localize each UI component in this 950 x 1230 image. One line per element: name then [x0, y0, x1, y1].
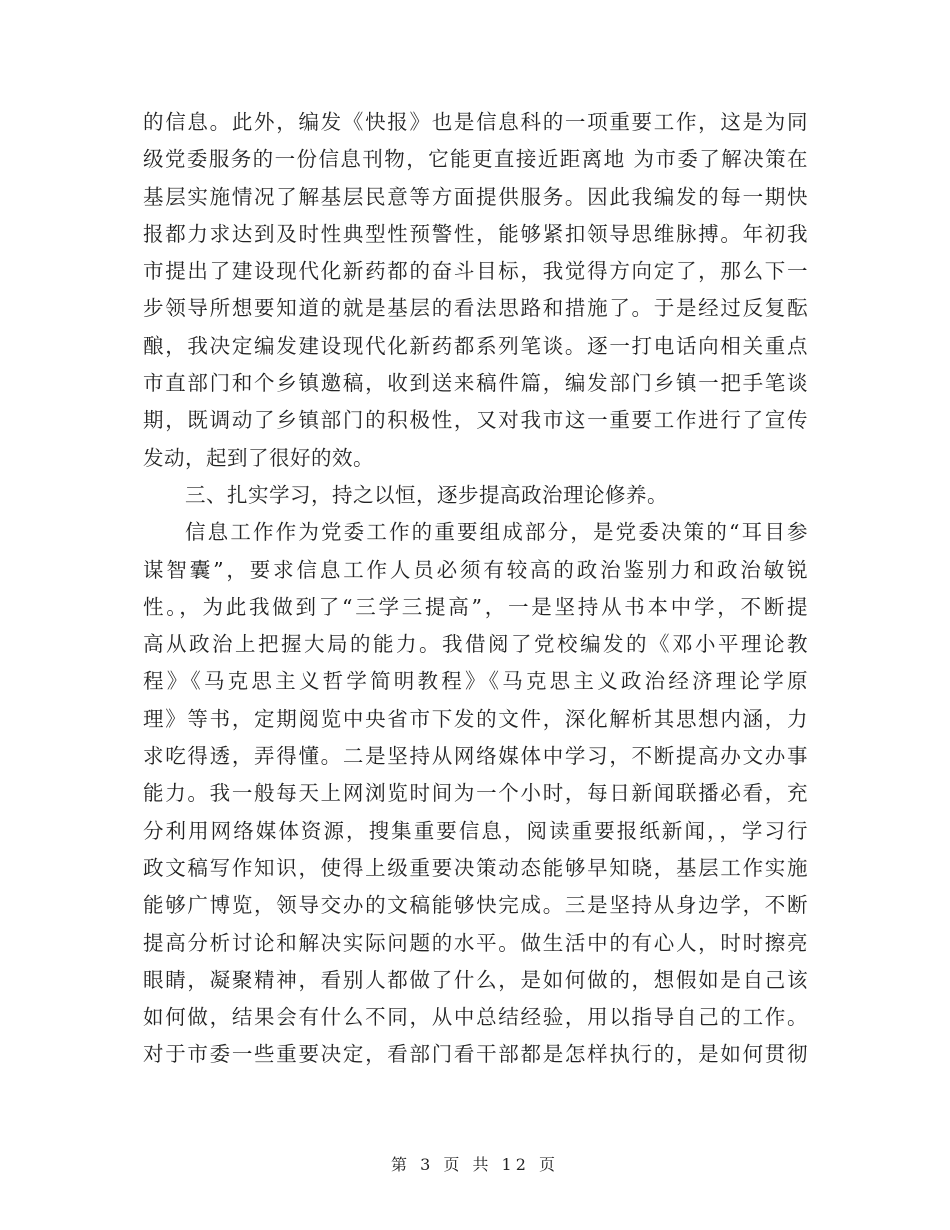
text-line: 求吃得透，弄得懂。二是坚持从网络媒体中学习，不断提高办文办事	[143, 744, 808, 769]
text-line: 能力。我一般每天上网浏览时间为一个小时，每日新闻联播必看，充	[143, 781, 808, 806]
text-line: 市直部门和个乡镇邀稿，收到送来稿件篇，编发部门乡镇一把手笔谈	[143, 371, 808, 396]
text-line: 分利用网络媒体资源，搜集重要信息，阅读重要报纸新闻，，学习行	[143, 818, 808, 843]
text-line: 级党委服务的一份信息刊物，它能更直接近距离地 为市委了解决策在	[143, 147, 808, 172]
page-number: 第 3 页 共 12 页	[391, 1155, 559, 1174]
text-line: 步领导所想要知道的就是基层的看法思路和措施了。于是经过反复酝	[143, 296, 808, 321]
text-line: 眼睛，凝聚精神，看别人都做了什么，是如何做的，想假如是自己该	[143, 967, 808, 992]
text-line: 性。，为此我做到了“三学三提高”，一是坚持从书本中学，不断提	[143, 594, 808, 619]
document-body	[143, 104, 808, 1074]
text-line: 能够广博览，领导交办的文稿能够快完成。三是坚持从身边学，不断	[143, 893, 808, 918]
text-line: 谋智囊”，要求信息工作人员必须有较高的政治鉴别力和政治敏锐	[143, 557, 808, 582]
text-line: 高从政治上把握大局的能力。我借阅了党校编发的《邓小平理论教	[143, 632, 808, 657]
text-line: 期，既调动了乡镇部门的积极性，又对我市这一重要工作进行了宣传	[143, 408, 808, 433]
text-line: 如何做，结果会有什么不同，从中总结经验，用以指导自己的工作。	[143, 1005, 808, 1030]
text-line: 市提出了建设现代化新药都的奋斗目标，我觉得方向定了，那么下一	[143, 259, 808, 284]
text-line: 理》等书，定期阅览中央省市下发的文件，深化解析其思想内涵，力	[143, 706, 808, 731]
text-line: 发动，起到了很好的效。	[143, 445, 374, 470]
text-line: 的信息。此外，编发《快报》也是信息科的一项重要工作，这是为同	[143, 110, 808, 134]
text-line: 提高分析讨论和解决实际问题的水平。做生活中的有心人，时时擦亮	[143, 930, 808, 955]
section-heading: 三、扎实学习，持之以恒，逐步提高政治理论修养。	[185, 482, 668, 507]
text-line: 酿，我决定编发建设现代化新药都系列笔谈。逐一打电话向相关重点	[143, 333, 808, 358]
text-line: 程》《马克思主义哲学简明教程》《马克思主义政治经济理论学原	[143, 669, 808, 694]
text-line: 对于市委一些重要决定，看部门看干部都是怎样执行的，是如何贯彻	[143, 1042, 808, 1067]
text-line: 基层实施情况了解基层民意等方面提供服务。因此我编发的每一期快	[143, 184, 808, 209]
text-line: 政文稿写作知识，使得上级重要决策动态能够早知晓，基层工作实施	[143, 855, 808, 880]
text-line: 信息工作作为党委工作的重要组成部分，是党委决策的“耳目参	[185, 520, 808, 545]
text-line: 报都力求达到及时性典型性预警性，能够紧扣领导思维脉搏。年初我	[143, 221, 808, 246]
